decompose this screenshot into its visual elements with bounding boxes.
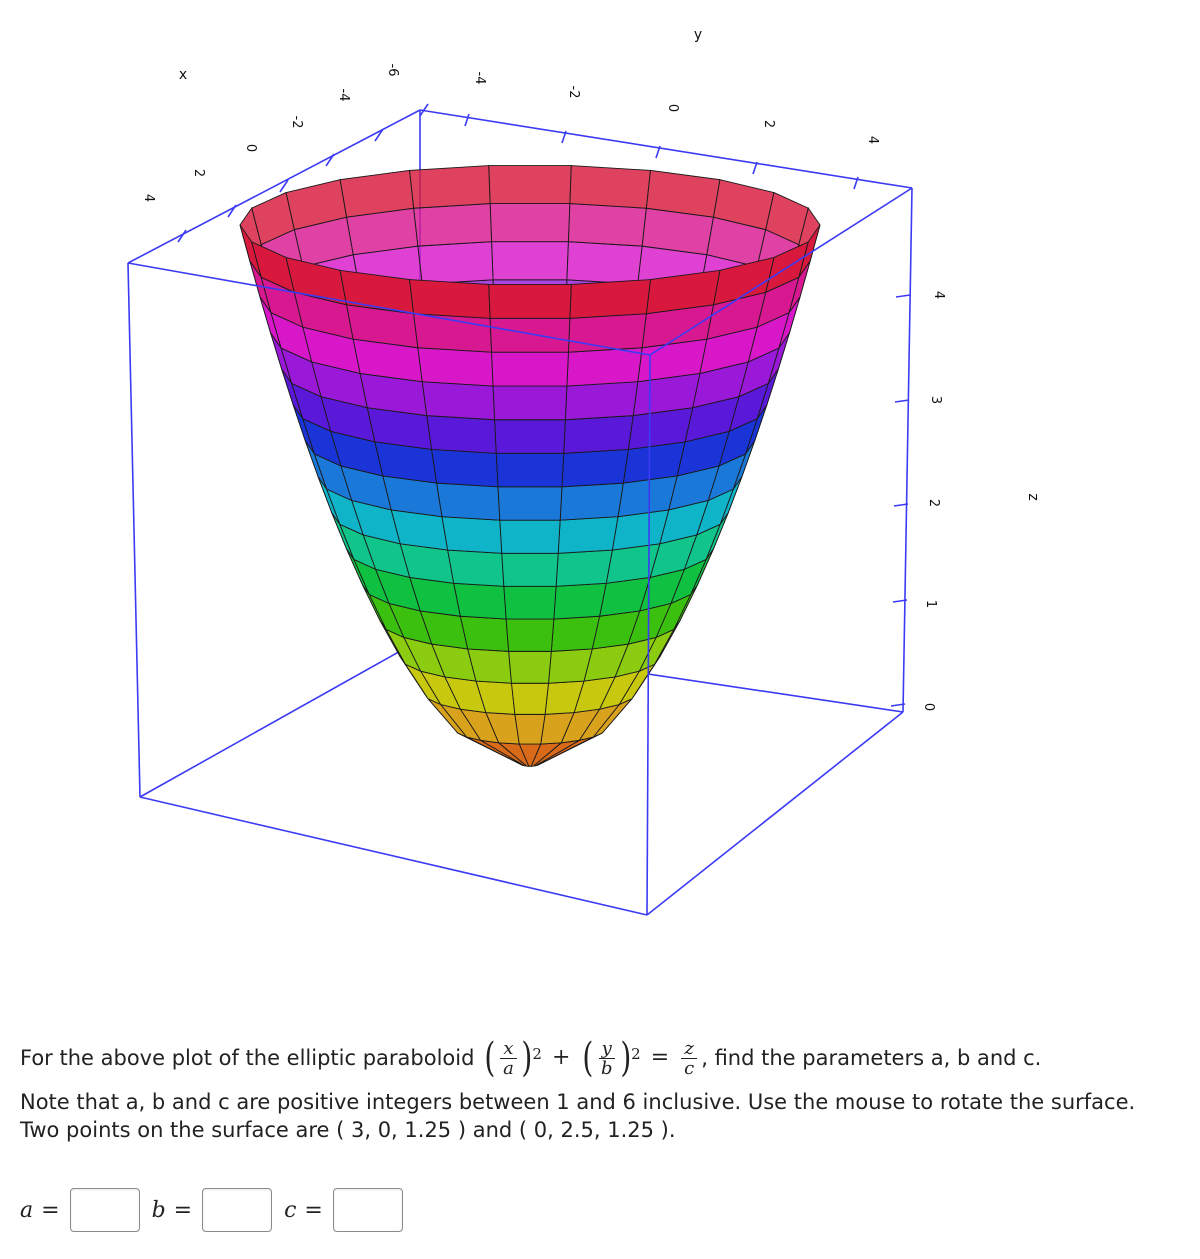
surface-patch bbox=[448, 550, 504, 586]
box-edge bbox=[647, 712, 903, 915]
surface-patch bbox=[562, 449, 628, 486]
surface-patch bbox=[567, 348, 642, 386]
y-tick-label: 0 bbox=[665, 103, 680, 113]
c-label bbox=[284, 1198, 333, 1223]
y-tick-label: -4 bbox=[472, 71, 487, 85]
surface-patch bbox=[500, 520, 560, 553]
surface-patch bbox=[567, 242, 642, 284]
eq-b: b bbox=[601, 1057, 613, 1079]
z-tick-label: 2 bbox=[926, 498, 941, 508]
surface-patch bbox=[568, 314, 646, 353]
c-answer-input[interactable] bbox=[333, 1188, 403, 1232]
x-tick-label: -6 bbox=[385, 63, 400, 77]
problem-points: Two points on the surface are ( 3, 0, 1.25 ) and ( 0, 2.5, 1.25 ). bbox=[20, 1118, 676, 1142]
box-edge bbox=[140, 797, 647, 915]
x-tick-label: 4 bbox=[141, 193, 156, 203]
surface-patch bbox=[493, 386, 567, 420]
z-tick-label: 3 bbox=[928, 395, 943, 405]
surface-patch bbox=[454, 583, 506, 619]
a-label bbox=[20, 1198, 70, 1223]
answer-row bbox=[20, 1188, 415, 1232]
box-edge bbox=[128, 263, 140, 797]
eq-y: y bbox=[599, 1039, 615, 1059]
equation bbox=[482, 1035, 699, 1081]
surface-patch bbox=[558, 517, 618, 554]
surface-patch bbox=[512, 683, 549, 714]
y-tick-mark bbox=[465, 114, 469, 126]
open-paren: ( bbox=[582, 1035, 594, 1081]
y-axis-label: y bbox=[693, 27, 703, 43]
x-tick-mark bbox=[326, 154, 334, 166]
surface-patch bbox=[492, 352, 569, 386]
surface-patch bbox=[489, 166, 572, 204]
y-tick-label: 2 bbox=[761, 119, 776, 129]
surface-patch bbox=[489, 284, 572, 318]
z-tick-mark bbox=[896, 295, 910, 297]
problem-intro: For the above plot of the elliptic paraboloid bbox=[20, 1046, 475, 1070]
eq-x: x bbox=[500, 1039, 516, 1059]
x-tick-label: 0 bbox=[243, 143, 258, 153]
surface-patch bbox=[565, 382, 637, 420]
z-tick-label: 4 bbox=[931, 290, 946, 300]
open-paren: ( bbox=[484, 1035, 496, 1081]
close-paren: ) bbox=[521, 1035, 533, 1081]
surface-patch bbox=[427, 416, 496, 454]
fraction-y-over-b bbox=[598, 1039, 616, 1078]
z-axis-label: z bbox=[1025, 493, 1041, 501]
c-label-var: c bbox=[284, 1197, 297, 1223]
b-label bbox=[152, 1198, 203, 1223]
y-tick-label: 4 bbox=[865, 135, 880, 145]
surface-patch bbox=[410, 280, 491, 319]
surface-patch bbox=[509, 651, 552, 683]
problem-text bbox=[20, 1028, 1195, 1144]
problem-statement bbox=[20, 1028, 1195, 1088]
surface-patch bbox=[570, 166, 651, 209]
a-answer-input[interactable] bbox=[70, 1188, 140, 1232]
close-paren: ) bbox=[619, 1035, 631, 1081]
surface-patch bbox=[490, 204, 570, 242]
surface-patch bbox=[418, 348, 493, 386]
surface-patch bbox=[554, 583, 606, 619]
problem-instruction: , find the parameters a, b and c. bbox=[701, 1046, 1042, 1070]
eq-plus: + bbox=[551, 1045, 571, 1070]
surface-patch bbox=[560, 483, 623, 520]
x-axis-label: x bbox=[178, 67, 188, 83]
surface-patch bbox=[495, 420, 566, 454]
surface-patch bbox=[410, 166, 491, 209]
fraction-x-over-a bbox=[500, 1039, 517, 1078]
surface-patch bbox=[551, 616, 599, 651]
surface-patch bbox=[506, 619, 554, 651]
surface-patch bbox=[646, 170, 720, 217]
surface-patch bbox=[432, 449, 498, 486]
c-equals: = bbox=[304, 1197, 323, 1223]
surface-patch bbox=[515, 714, 545, 744]
surface-patch bbox=[437, 483, 500, 520]
b-label-var: b bbox=[151, 1197, 166, 1223]
surface-patch bbox=[492, 242, 569, 280]
eq-c: c bbox=[684, 1057, 695, 1079]
b-answer-input[interactable] bbox=[202, 1188, 272, 1232]
x-tick-label: -2 bbox=[289, 115, 304, 129]
surface-patch bbox=[498, 487, 562, 520]
box-edge bbox=[903, 188, 912, 712]
surface-patch bbox=[340, 170, 414, 217]
surface-patch bbox=[502, 553, 558, 586]
x-tick-mark bbox=[228, 205, 236, 217]
y-tick-label: -2 bbox=[566, 85, 581, 99]
surface-patch bbox=[564, 416, 633, 454]
eq-z: z bbox=[681, 1039, 696, 1059]
a-label-var: a bbox=[20, 1197, 34, 1223]
surface-patch bbox=[442, 517, 502, 554]
surface-patch bbox=[570, 280, 651, 319]
box-edge bbox=[140, 640, 420, 797]
surface-patch bbox=[556, 550, 612, 586]
surface-patch bbox=[496, 453, 563, 486]
z-tick-label: 0 bbox=[921, 702, 936, 712]
z-tick-label: 1 bbox=[923, 599, 938, 609]
surface-patch bbox=[460, 616, 508, 651]
a-equals: = bbox=[41, 1197, 60, 1223]
surface-patch bbox=[422, 382, 494, 420]
paraboloid-surface bbox=[240, 166, 820, 767]
surface-patch bbox=[504, 586, 556, 619]
surface-patch bbox=[490, 318, 570, 352]
z-tick-mark bbox=[895, 400, 909, 402]
x-tick-label: -4 bbox=[336, 88, 351, 102]
surface-patch bbox=[568, 204, 646, 247]
eq-equals: = bbox=[650, 1045, 670, 1070]
eq-exponent: 2 bbox=[532, 1045, 542, 1063]
surface-patch bbox=[414, 204, 492, 247]
eq-exponent: 2 bbox=[631, 1045, 641, 1063]
surface-patch bbox=[418, 242, 493, 284]
fraction-z-over-c bbox=[681, 1039, 697, 1078]
b-equals: = bbox=[173, 1197, 193, 1223]
problem-note: Note that a, b and c are positive integers between 1 and 6 inclusive. Use the mouse to rotate the surface. bbox=[20, 1090, 1136, 1114]
eq-a: a bbox=[503, 1057, 514, 1079]
x-tick-label: 2 bbox=[191, 168, 206, 178]
